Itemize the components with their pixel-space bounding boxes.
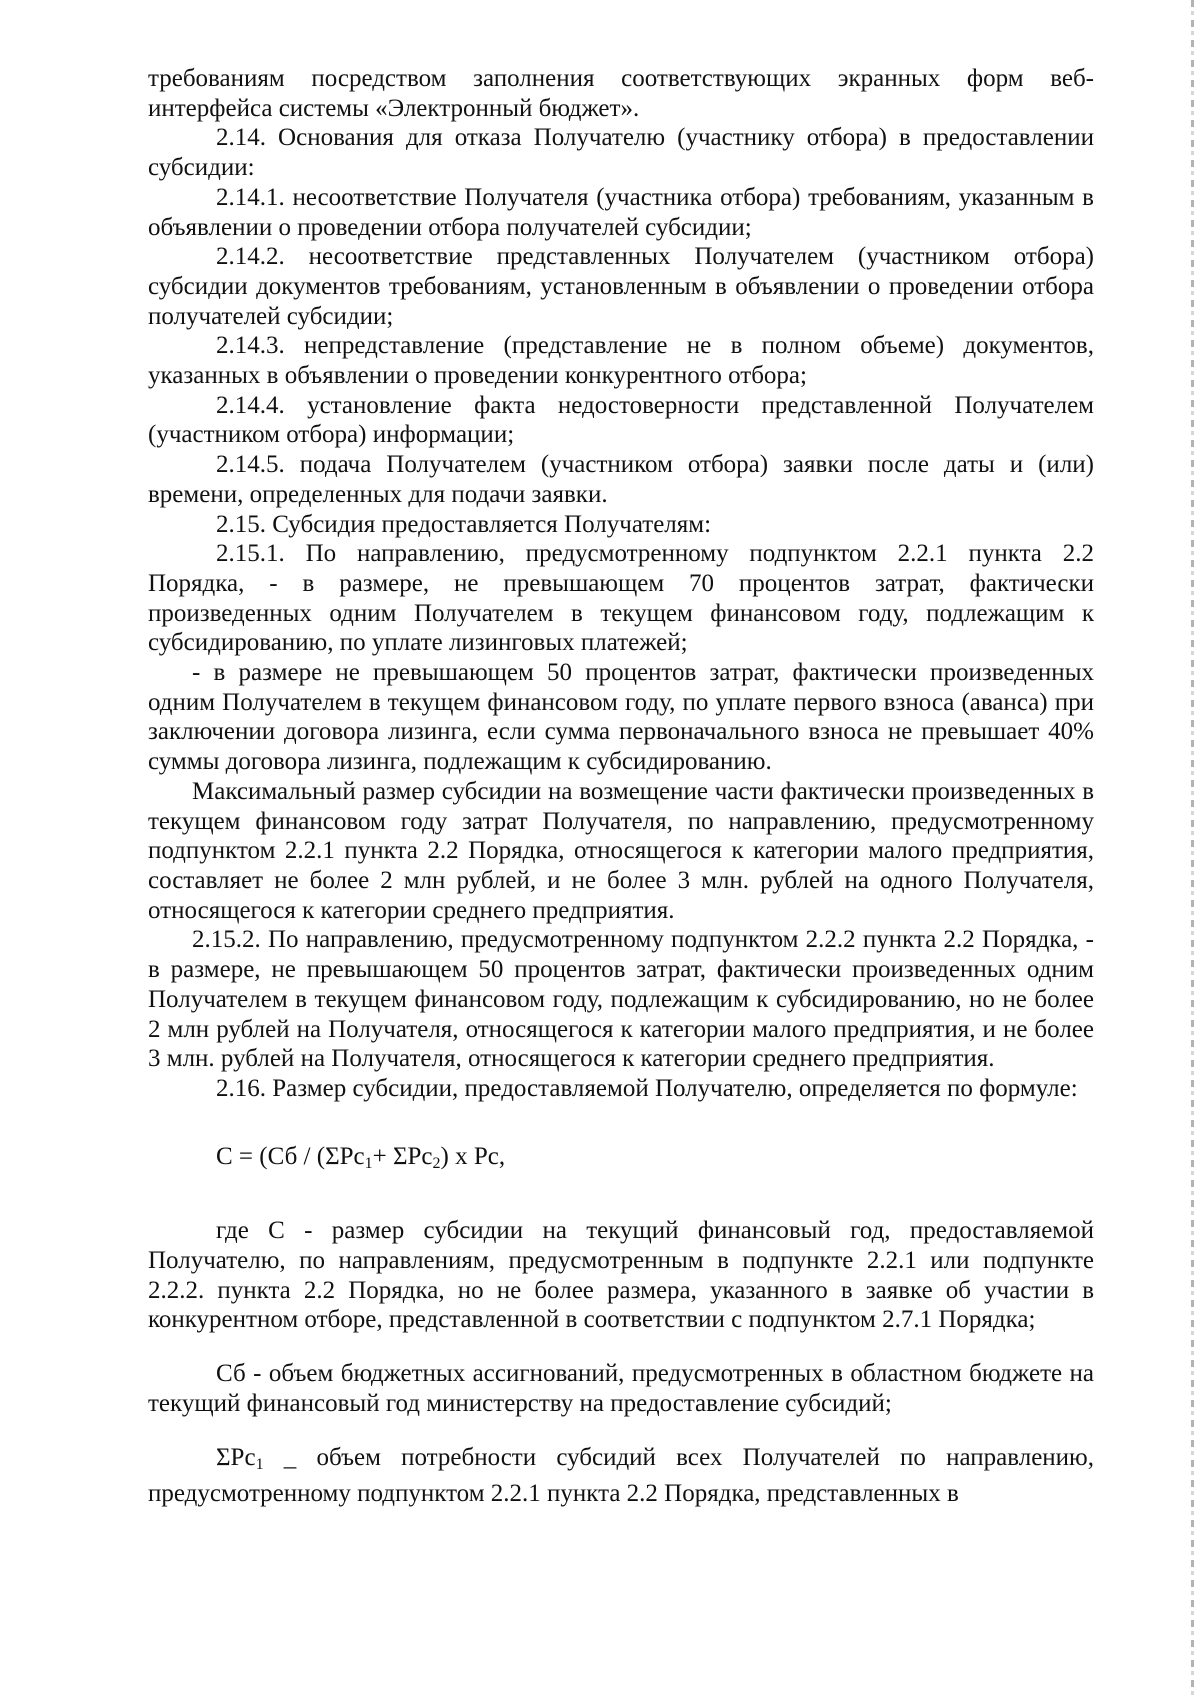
paragraph-2-14-4: 2.14.4. установление факта недостоверности представленной Получателем (участником отбора) информации; — [148, 391, 1094, 449]
paragraph-2-15-1: 2.15.1. По направлению, предусмотренному подпунктом 2.2.1 пункта 2.2 Порядка, - в размере, не превышающем 70 процентов затрат, фактически произведенных одним Получателем в текущем финансовом году, подлежащим к субсидированию, по уплате лизинговых платежей; — [148, 540, 1094, 657]
definition-sum-pc1 — [148, 1443, 1094, 1509]
definition-c: где С - размер субсидии на текущий финансовый год, предоставляемой Получателю, по направлениям, предусмотренным в подпункте 2.2.1 или подпункте 2.2.2. пункта 2.2 Порядка, но не более размера, указанного в заявке об участии в конкурентном отборе, представленной в соответствии с подпунктом 2.7.1 Порядка; — [148, 1217, 1094, 1334]
document-page — [148, 64, 1094, 1509]
paragraph-advance-payment: - в размере не превышающем 50 процентов затрат, фактически произведенных одним Получателем в текущем финансовом году, по уплате первого взноса (аванса) при заключении договора лизинга, если сумма первоначального взноса не превышает 40% суммы договора лизинга, подлежащим к субсидированию. — [148, 659, 1094, 776]
scan-edge-mark — [1191, 0, 1194, 1699]
formula-subscript-1: 1 — [364, 1154, 373, 1172]
paragraph-2-14-3: 2.14.3. непредставление (представление не в полном объеме) документов, указанных в объявлении о проведении конкурентного отбора; — [148, 332, 1094, 390]
paragraph-2-15: 2.15. Субсидия предоставляется Получателям: — [216, 510, 712, 538]
sum-pc-subscript: 1 — [255, 1455, 264, 1473]
paragraph-2-15-2: 2.15.2. По направлению, предусмотренному подпунктом 2.2.2 пункта 2.2 Порядка, - в размере, не превышающем 50 процентов затрат, фактически произведенных одним Получателем в текущем финансовом году, подлежащим к субсидированию, но не более 2 млн рублей на Получателя, относящегося к категории малого предприятия, и не более 3 млн. рублей на Получателя, относящегося к категории среднего предприятия. — [148, 926, 1094, 1073]
definition-sb: Сб - объем бюджетных ассигнований, предусмотренных в областном бюджете на текущий финансовый год министерству на предоставление субсидий; — [148, 1360, 1094, 1417]
paragraph-2-14-2: 2.14.2. несоответствие представленных Получателем (участником отбора) субсидии документов требованиям, установленным в объявлении о проведении отбора получателей субсидии; — [148, 243, 1094, 330]
paragraph-max-subsidy: Максимальный размер субсидии на возмещение части фактически произведенных в текущем финансовом году затрат Получателя, по направлению, предусмотренному подпунктом 2.2.1 пункта 2.2 Порядка, относящегося к категории малого предприятия, составляет не более 2 млн рублей, и не более 3 млн. рублей на одного Получателя, относящегося к категории среднего предприятия. — [148, 777, 1094, 924]
formula-subscript-2: 2 — [432, 1154, 441, 1172]
sum-pc-text: _ объем потребности субсидий всех Получателей по направлению, предусмотренному подпунктом 2.2.1 пункта 2.2 Порядка, представленных в — [148, 1443, 1094, 1508]
paragraph-2-14-1: 2.14.1. несоответствие Получателя (участника отбора) требованиям, указанным в объявлении о проведении отбора получателей субсидии; — [148, 183, 1094, 241]
paragraph-requirements-end: требованиям посредством заполнения соответствующих экранных форм веб-интерфейса системы «Электронный бюджет». — [148, 65, 1094, 122]
paragraph-2-16: 2.16. Размер субсидии, предоставляемой Получателю, определяется по формуле: — [216, 1074, 1078, 1102]
formula-rhs: ) х Рс, — [440, 1142, 506, 1170]
formula-lhs: С = (Сб / (ΣРс — [216, 1142, 365, 1170]
subsidy-formula — [216, 1142, 1094, 1179]
sum-pc-symbol: ΣРс — [216, 1443, 256, 1471]
paragraph-2-14-5: 2.14.5. подача Получателем (участником отбора) заявки после даты и (или) времени, определенных для подачи заявки. — [148, 451, 1094, 508]
formula-plus: + ΣРс — [372, 1142, 433, 1170]
paragraph-2-14: 2.14. Основания для отказа Получателю (участнику отбора) в предоставлении субсидии: — [148, 124, 1094, 182]
